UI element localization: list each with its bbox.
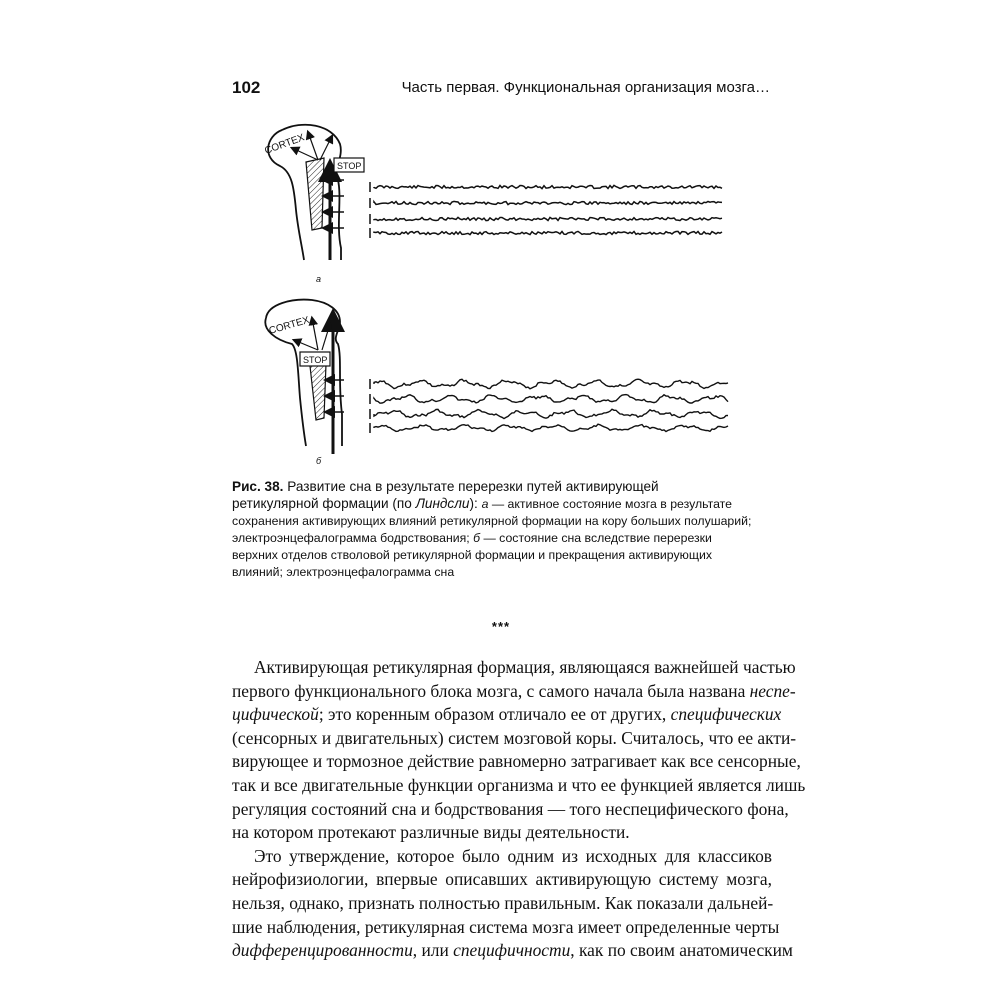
brain-diagram-a [263, 125, 364, 284]
eeg-awake [370, 182, 722, 238]
reticular-formation-a [306, 158, 324, 230]
paragraph-2-line: нейрофизиологии, впервые описавших активирующую систему мозга, [232, 869, 772, 890]
cortex-label-a: CORTEX [263, 132, 307, 157]
eeg-sleep [370, 379, 728, 433]
eeg-sleep-trace-1 [374, 379, 728, 389]
stop-label-a: STOP [337, 161, 362, 171]
figure-38 [232, 118, 770, 473]
figure-illustration [232, 118, 770, 473]
author-name: Линдсли [415, 496, 470, 511]
eeg-sleep-trace-3 [374, 409, 728, 418]
running-title: Часть первая. Функциональная организация мозга… [401, 79, 770, 96]
panel-label-a: а [316, 274, 322, 284]
paragraph-1-line: так и все двигательные функции организма и что ее функцией является лишь [232, 774, 806, 795]
paragraph-2-line: Это утверждение, которое было одним из исходных для классиков [254, 845, 772, 866]
paragraph-1-line: регуляция состояний сна и бодрствования — того неспецифического фона, [232, 798, 789, 819]
reticular-formation-b [310, 364, 326, 420]
eeg-awake-trace-1 [374, 185, 722, 188]
figure-caption: Рис. 38. Развитие сна в результате перерезки путей активирующей ретикулярной формации (по Линдсли): а — активное состояние мозга в результате сохранения активирующих влияний ретикулярной формации на кору больших полушарий; электроэнцефалограмма бодрствования; б — состояние сна вследствие перерезки верхних отделов стволовой ретикулярной формации и прекращения активирующих влияний; электроэнцефалограмма сна [232, 479, 752, 579]
panel-label-b: б [316, 456, 322, 466]
cortex-label-b: CORTEX [267, 314, 311, 337]
paragraph-1-line: цифической; это коренным образом отличало ее от других, специфических [232, 704, 782, 725]
body-text [232, 656, 806, 963]
paragraph-1-line: Активирующая ретикулярная формация, являющаяся важнейшей частью [254, 657, 796, 677]
eeg-awake-trace-2 [374, 201, 722, 204]
activation-arrow-a3 [320, 136, 332, 160]
eeg-sleep-trace-2 [374, 395, 728, 404]
eeg-sleep-trace-4 [374, 424, 728, 431]
stop-label-b: STOP [303, 355, 328, 365]
paragraph-2-line: шие наблюдения, ретикулярная система мозга имеет определенные черты [232, 916, 780, 937]
page-header [232, 78, 770, 100]
section-separator: *** [491, 619, 511, 634]
paragraph-1-line: вирующее и тормозное действие равномерно затрагивает как все сенсорные, [232, 751, 801, 772]
figure-number: Рис. 38. [232, 479, 284, 494]
paragraph-2-line: дифференцированности, или специфичности, как по своим анатомическим [232, 940, 793, 961]
paragraph-2-line: нельзя, однако, признать полностью правильным. Как показали дальней- [232, 892, 774, 913]
paragraph-1-line: (сенсорных и двигательных) систем мозговой коры. Считалось, что ее акти- [232, 727, 797, 748]
paragraph-1-line: на котором протекают различные виды деятельности. [232, 822, 630, 843]
paragraph-1-line: первого функционального блока мозга, с самого начала была названа неспе- [232, 680, 796, 701]
eeg-awake-trace-4 [374, 231, 722, 234]
page-number: 102 [232, 78, 261, 97]
brain-diagram-b [265, 300, 344, 466]
eeg-awake-trace-3 [374, 217, 722, 220]
